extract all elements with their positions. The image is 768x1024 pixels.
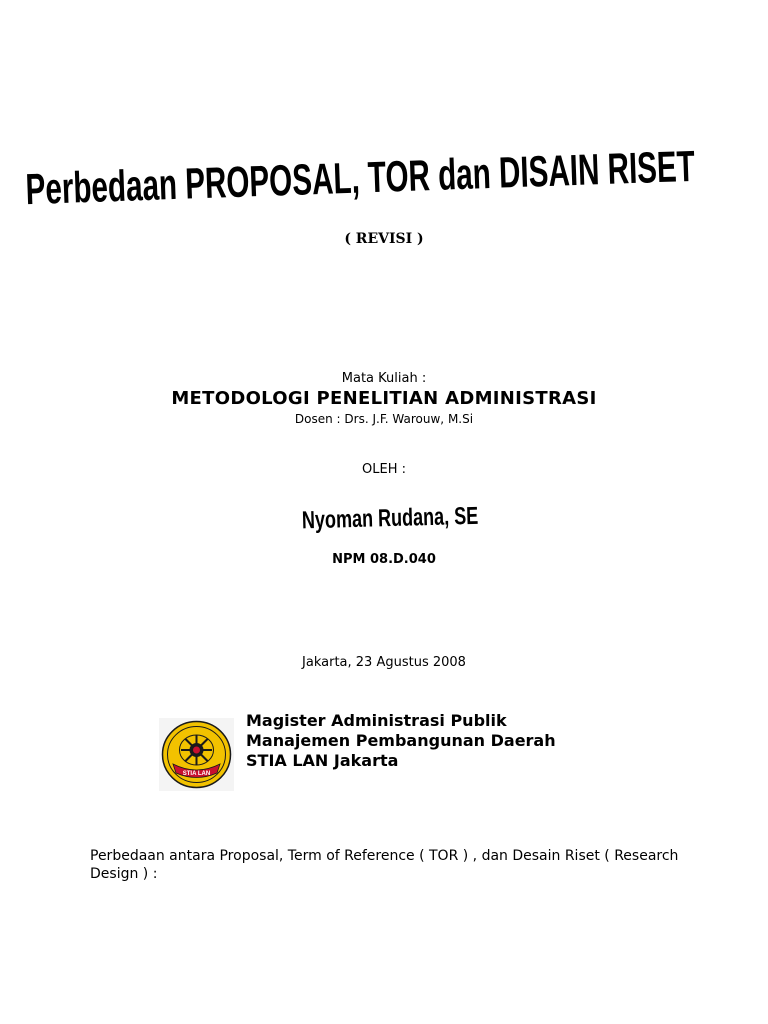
author-name-wordart: [300, 497, 480, 535]
institution-logo: [159, 718, 234, 791]
course-label: Mata Kuliah :: [341, 371, 427, 386]
place-date: Jakarta, 23 Agustus 2008: [302, 655, 466, 670]
author-name-text: Nyoman Rudana, SE: [301, 500, 479, 535]
student-id: NPM 08.D.040: [332, 552, 436, 567]
document-title-text: Perbedaan PROPOSAL, TOR dan DISAIN RISET: [24, 141, 696, 214]
lecturer: Dosen : Drs. J.F. Warouw, M.Si: [294, 412, 474, 426]
revision-note: ( REVISI ): [344, 231, 424, 247]
institution-line-2: Manajemen Pembangunan Daerah: [246, 731, 556, 750]
institution-line-1: Magister Administrasi Publik: [246, 711, 507, 730]
by-label: OLEH :: [362, 462, 406, 477]
document-title-wordart: [24, 128, 696, 218]
logo-text: STIA LAN: [182, 771, 211, 777]
author-name: [300, 497, 480, 535]
intro-paragraph: Perbedaan antara Proposal, Term of Reference ( TOR ) , dan Desain Riset ( Research Design ) :: [90, 848, 679, 882]
course-name: METODOLOGI PENELITIAN ADMINISTRASI: [171, 388, 597, 409]
document-title: [24, 128, 696, 218]
institution-line-3: STIA LAN Jakarta: [246, 751, 399, 770]
stia-lan-logo-icon: [159, 718, 234, 791]
